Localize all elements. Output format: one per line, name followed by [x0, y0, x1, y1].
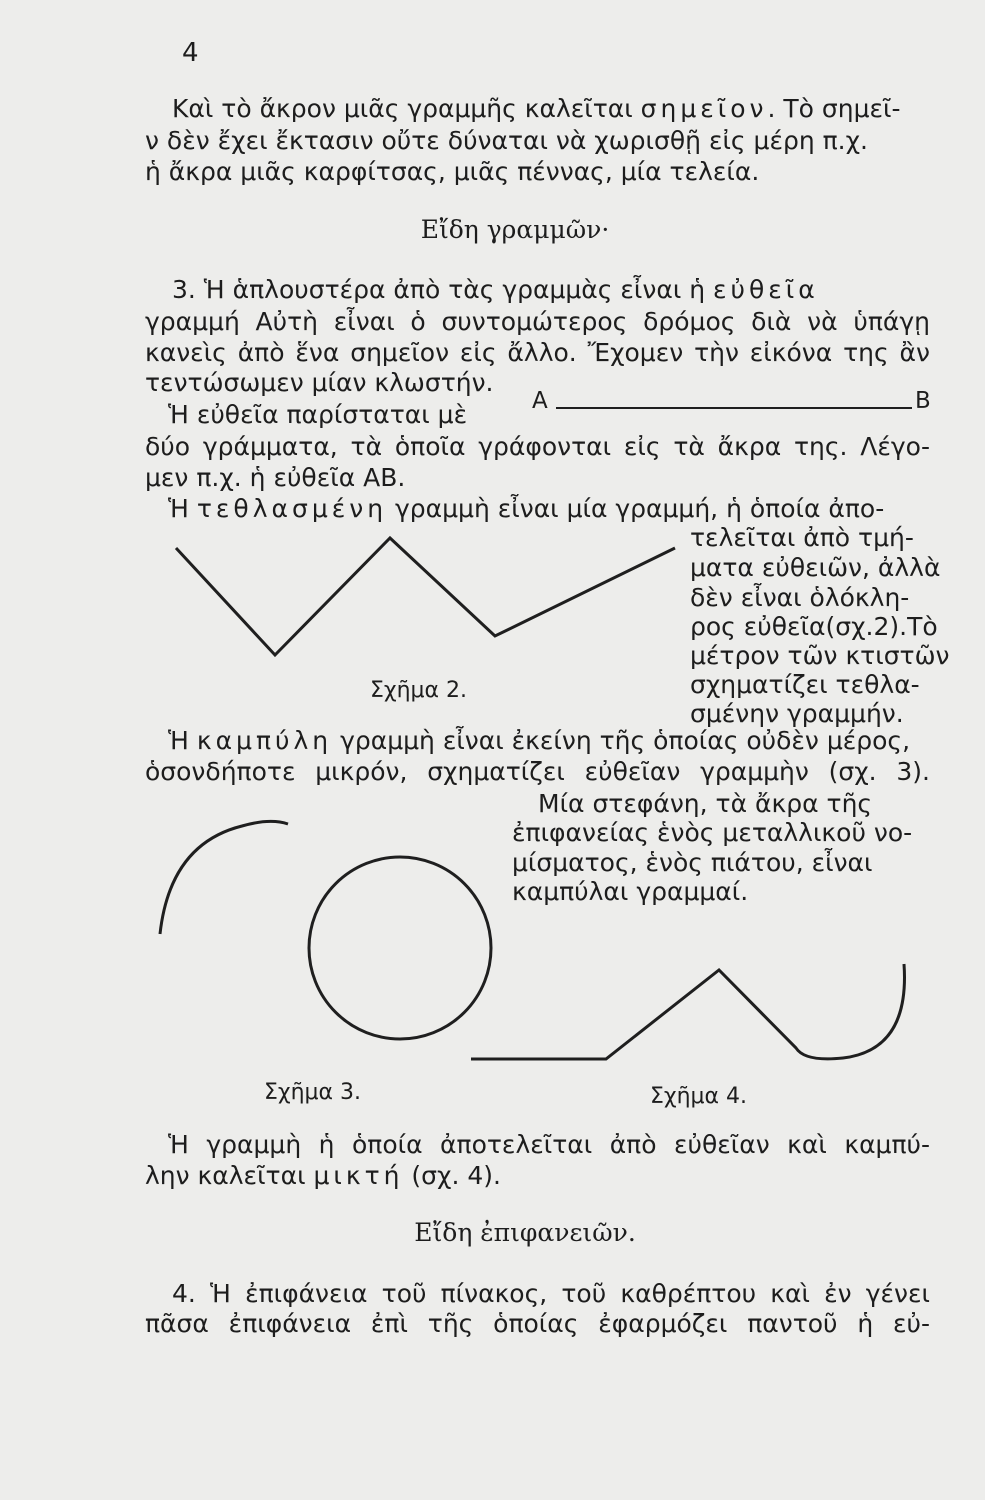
- figure-2-caption: Σχῆμα 2.: [370, 678, 468, 703]
- straight-line-paragraph-line-3: κανεὶς ἀπὸ ἕνα σημεῖον εἰς ἄλλο. Ἔχομεν τὴν εἰκόνα της ἂν: [145, 338, 930, 367]
- text: Καὶ τὸ ἄκρον μιᾶς γραμμῆς καλεῖται: [172, 94, 641, 123]
- curve-right-3: μίσματος, ἑνὸς πιάτου, εἶναι: [512, 848, 873, 877]
- curve-paragraph-line-1: [168, 726, 910, 756]
- curve-right-1: Μία στεφάνη, τὰ ἄκρα τῆς: [538, 789, 873, 818]
- broken-line-right-6: σχηματίζει τεθλα-: [690, 670, 920, 699]
- page-number: 4: [182, 38, 199, 68]
- text: γραμμὴ εἶναι ἐκείνη τῆς ὁποίας οὐδὲν μέρος,: [332, 726, 911, 755]
- point-definition-line-1: [172, 94, 901, 124]
- text: γραμμὴ εἶναι μία γραμμή, ἡ ὁποία ἀπο-: [387, 494, 885, 523]
- curve-right-4: καμπύλαι γραμμαί.: [512, 877, 749, 906]
- mixed-line-paragraph-line-1: Ἡ γραμμὴ ἡ ὁποία ἀποτελεῖται ἀπὸ εὐθεῖαν καὶ καμπύ-: [168, 1130, 930, 1159]
- text: Ἡ: [168, 494, 197, 523]
- point-definition-line-3: ἡ ἄκρα μιᾶς καρφίτσας, μιᾶς πέννας, μία τελεία.: [145, 157, 760, 186]
- surface-paragraph-line-1: 4. Ἡ ἐπιφάνεια τοῦ πίνακος, τοῦ καθρέπτου καὶ ἐν γένει: [172, 1279, 930, 1308]
- heading-kinds-of-surfaces: Εἴδη ἐπιφανειῶν.: [414, 1218, 636, 1247]
- broken-line-right-3: δὲν εἶναι ὁλόκλη-: [690, 583, 910, 612]
- figure-3-caption: Σχῆμα 3.: [264, 1080, 362, 1105]
- circle-curve: [309, 857, 491, 1039]
- straight-line-paragraph-line-5: Ἡ εὐθεῖα παρίσταται μὲ: [168, 400, 468, 429]
- term-mixed: μικτή: [313, 1161, 404, 1190]
- straight-line-paragraph-line-1: [172, 275, 819, 305]
- broken-line-right-4: ρος εὐθεῖα(σχ.2).Τὸ: [690, 612, 938, 641]
- term-straight: εὐθεῖα: [713, 275, 819, 304]
- text: (σχ. 4).: [403, 1161, 501, 1190]
- figure-broken-line: [170, 530, 680, 670]
- broken-line-right-1: τελεῖται ἀπὸ τμή-: [690, 523, 914, 552]
- broken-line-right-5: μέτρον τῶν κτιστῶν: [690, 641, 950, 670]
- figure-segment-ab: [520, 380, 940, 440]
- heading-kinds-of-lines: Εἴδη γραμμῶν·: [420, 215, 610, 244]
- figure-curves: [150, 812, 510, 1072]
- point-label-a: Α: [532, 388, 548, 414]
- text: λην καλεῖται: [145, 1161, 314, 1190]
- point-label-b: Β: [915, 388, 931, 414]
- surface-paragraph-line-2: πᾶσα ἐπιφάνεια ἐπὶ τῆς ὁποίας ἐφαρμόζει παντοῦ ἡ εὐ-: [145, 1309, 930, 1338]
- term-broken: τεθλασμένη: [196, 494, 388, 523]
- straight-line-paragraph-line-2: γραμμή Αὐτὴ εἶναι ὁ συντομώτερος δρόμος διὰ νὰ ὑπάγῃ: [145, 307, 930, 336]
- mixed-line-paragraph-line-2: [145, 1161, 501, 1191]
- curve-right-2: ἐπιφανείας ἑνὸς μεταλλικοῦ νο-: [512, 818, 913, 847]
- text: . Τὸ σημεῖ-: [767, 94, 901, 123]
- straight-line-paragraph-line-4: τεντώσωμεν μίαν κλωστήν.: [145, 368, 494, 397]
- straight-line-paragraph-line-7: μεν π.χ. ἡ εὐθεῖα ΑΒ.: [145, 463, 406, 492]
- broken-line-path: [176, 538, 675, 655]
- point-definition-line-2: ν δὲν ἔχει ἔκτασιν οὔτε δύναται νὰ χωρισθῇ εἰς μέρη π.χ.: [145, 126, 868, 155]
- figure-4-caption: Σχῆμα 4.: [650, 1084, 748, 1109]
- arc-curve: [160, 821, 288, 934]
- figure-mixed-line: [468, 950, 918, 1070]
- term-point: σημεῖον: [640, 94, 768, 123]
- curve-paragraph-line-2: ὁσονδήποτε μικρόν, σχηματίζει εὐθεῖαν γραμμὴν (σχ. 3).: [145, 757, 930, 786]
- straight-line-paragraph-line-6: δύο γράμματα, τὰ ὁποῖα γράφονται εἰς τὰ ἄκρα της. Λέγο-: [145, 432, 930, 461]
- mixed-line-path: [471, 964, 904, 1059]
- broken-line-right-7: σμένην γραμμήν.: [690, 699, 904, 728]
- broken-line-right-2: ματα εὐθειῶν, ἀλλὰ: [690, 553, 941, 582]
- broken-line-paragraph-line-1: [168, 494, 884, 524]
- term-curve: καμπύλη: [196, 726, 333, 755]
- text: Ἡ: [168, 726, 197, 755]
- text: 3. Ἡ ἁπλουστέρα ἀπὸ τὰς γραμμὰς εἶναι ἡ: [172, 275, 714, 304]
